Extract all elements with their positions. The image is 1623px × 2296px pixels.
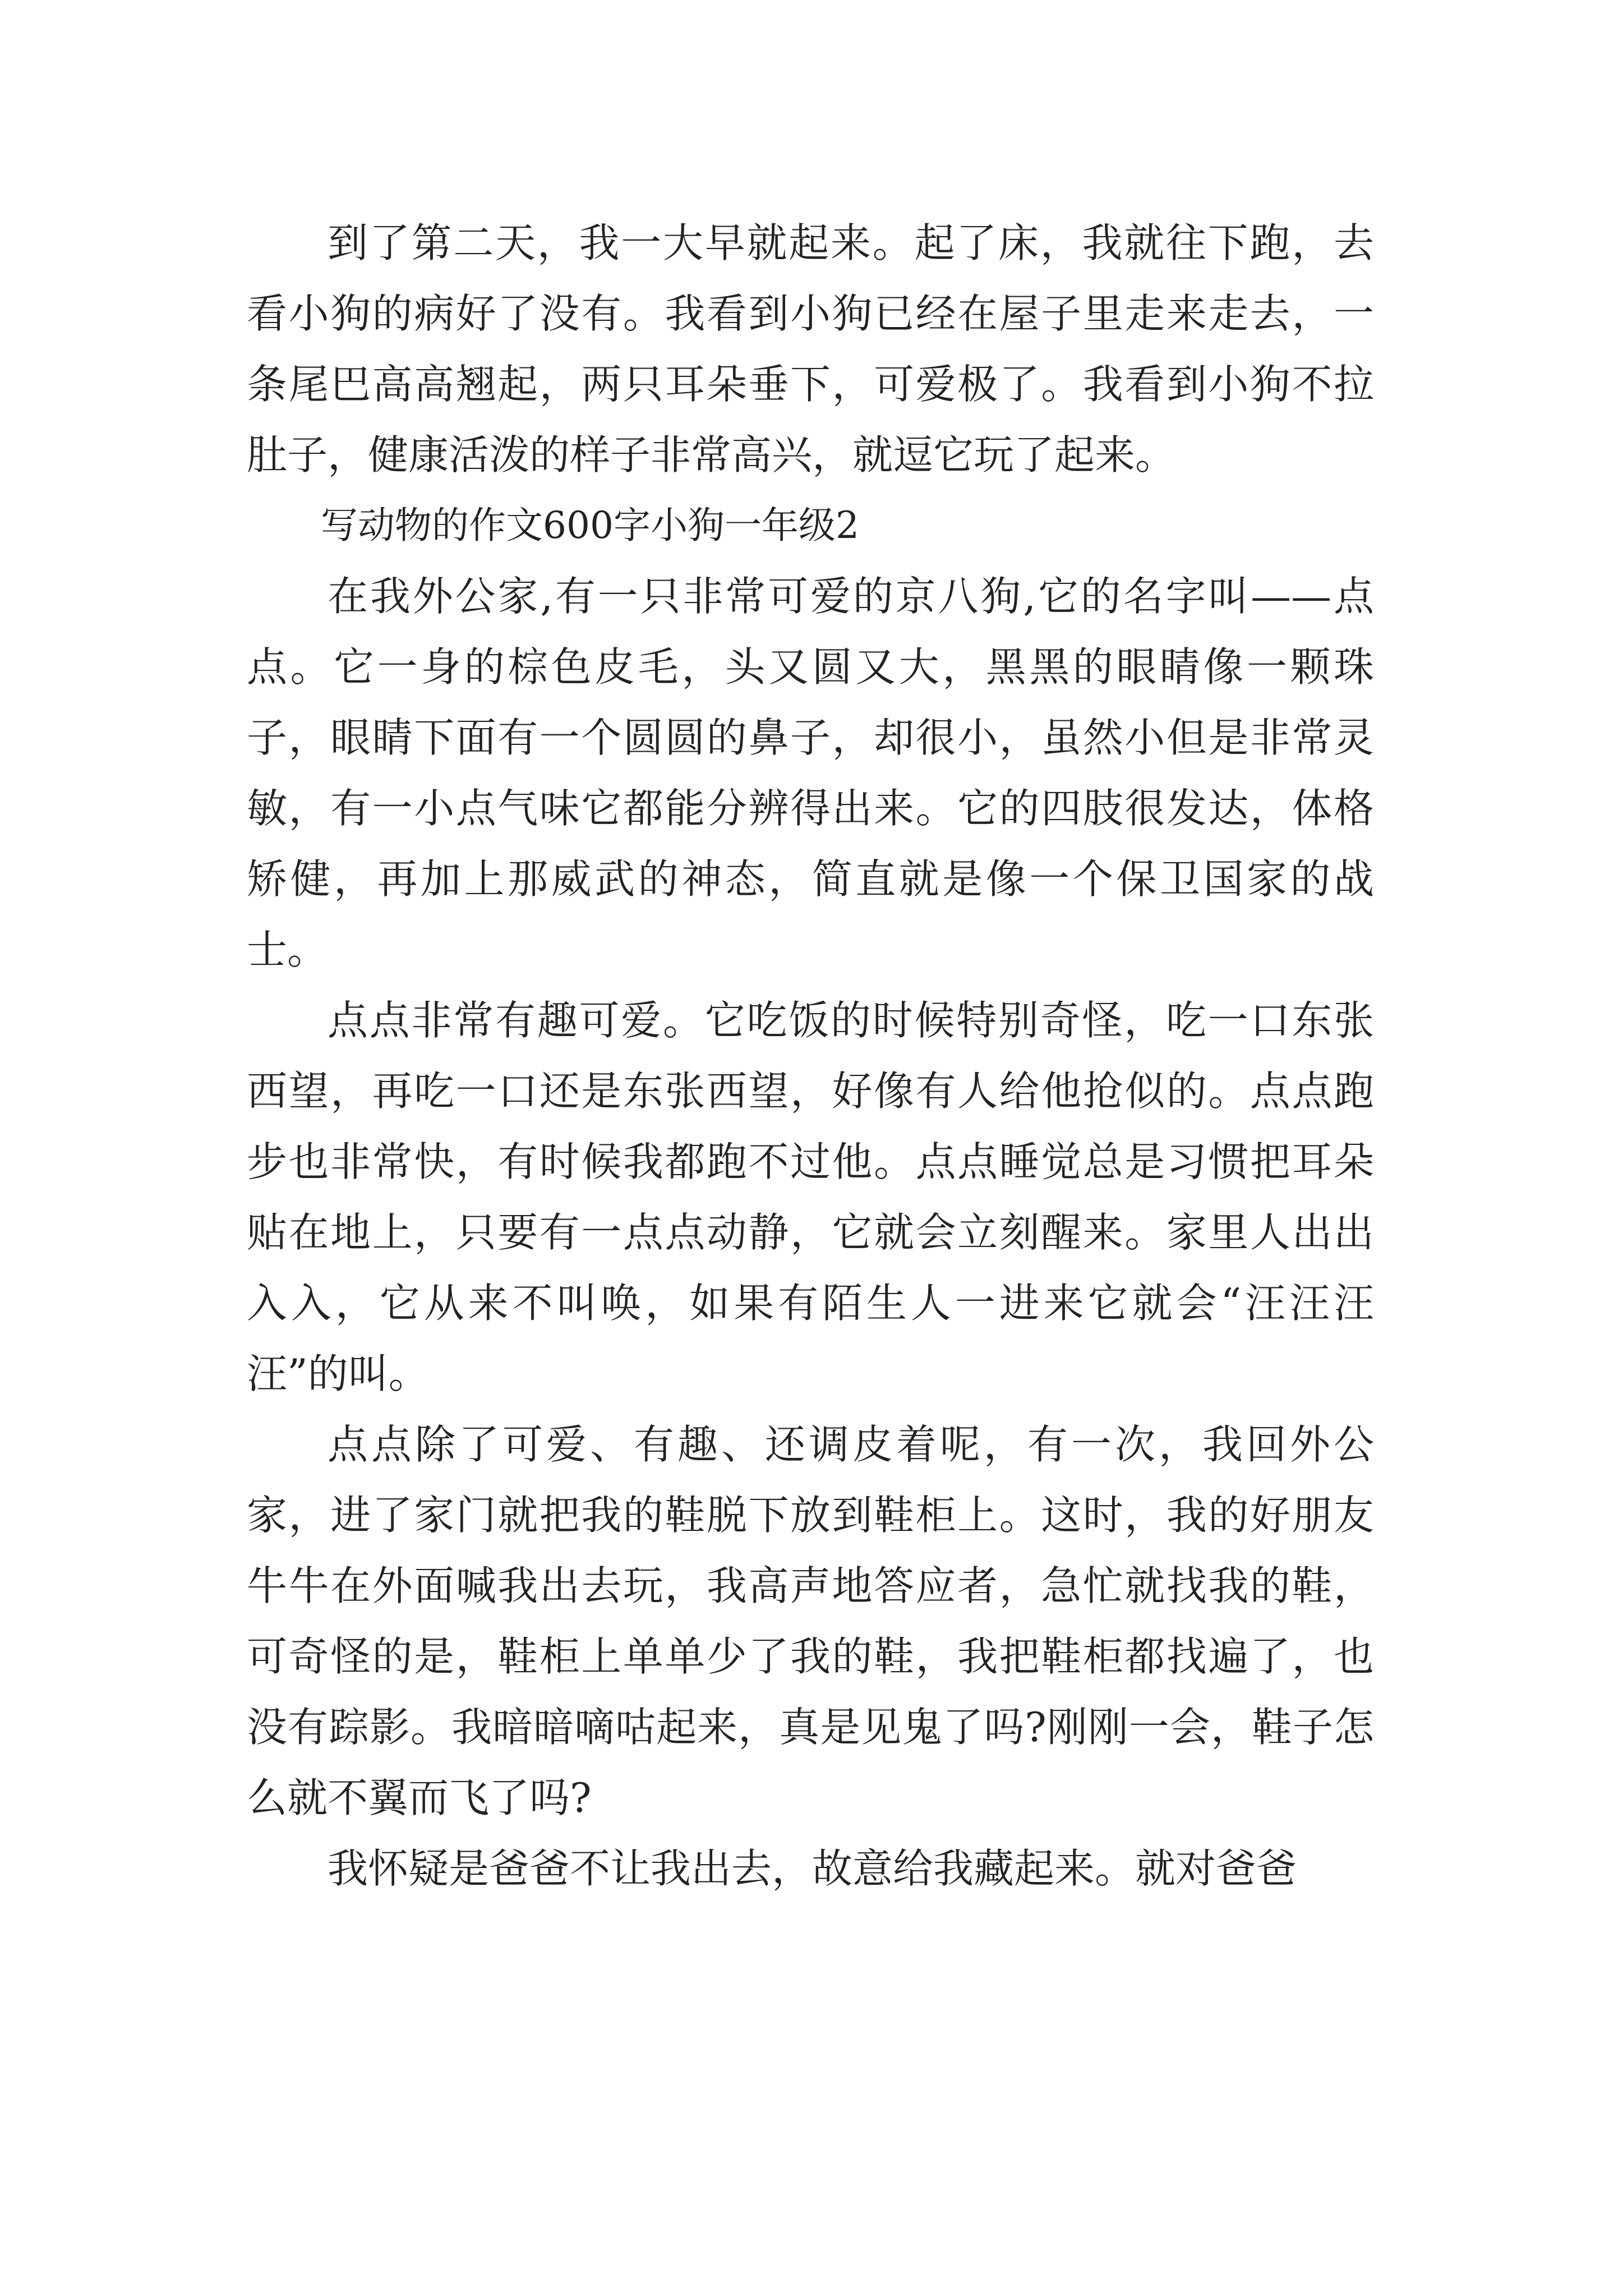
paragraph-2: 在我外公家,有一只非常可爱的京八狗,它的名字叫——点点。它一身的棕色皮毛，头又圆又大，黑黑的眼睛像一颗珠子，眼睛下面有一个圆圆的鼻子，却很小，虽然小但是非常灵敏，有一小点气味它都能分辨得出来。它的四肢很发达，体格矫健，再加上那威武的神态，简直就是像一个保卫国家的战士。 [247,573,1374,973]
essay-body [247,208,1374,1904]
paragraph-3: 点点非常有趣可爱。它吃饭的时候特别奇怪，吃一口东张西望，再吃一口还是东张西望，好像有人给他抢似的。点点跑步也非常快，有时候我都跑不过他。点点睡觉总是习惯把耳朵贴在地上，只要有一点点动静，它就会立刻醒来。家里人出出入入，它从来不叫唤，如果有陌生人一进来它就会“汪汪汪汪”的叫。 [247,997,1374,1397]
paragraph-4: 点点除了可爱、有趣、还调皮着呢，有一次，我回外公家，进了家门就把我的鞋脱下放到鞋柜上。这时，我的好朋友牛牛在外面喊我出去玩，我高声地答应者，急忙就找我的鞋，可奇怪的是，鞋柜上单单少了我的鞋，我把鞋柜都找遍了，也没有踪影。我暗暗嘀咕起来，真是见鬼了吗?刚刚一会，鞋子怎么就不翼而飞了吗? [247,1421,1374,1821]
paragraph-1: 到了第二天，我一大早就起来。起了床，我就往下跑，去看小狗的病好了没有。我看到小狗已经在屋子里走来走去，一条尾巴高高翘起，两只耳朵垂下，可爱极了。我看到小狗不拉肚子，健康活泼的样子非常高兴，就逗它玩了起来。 [247,219,1374,478]
essay-subtitle: 写动物的作文600字小狗一年级2 [321,504,859,547]
paragraph-5: 我怀疑是爸爸不让我出去，故意给我藏起来。就对爸爸 [328,1845,1297,1892]
